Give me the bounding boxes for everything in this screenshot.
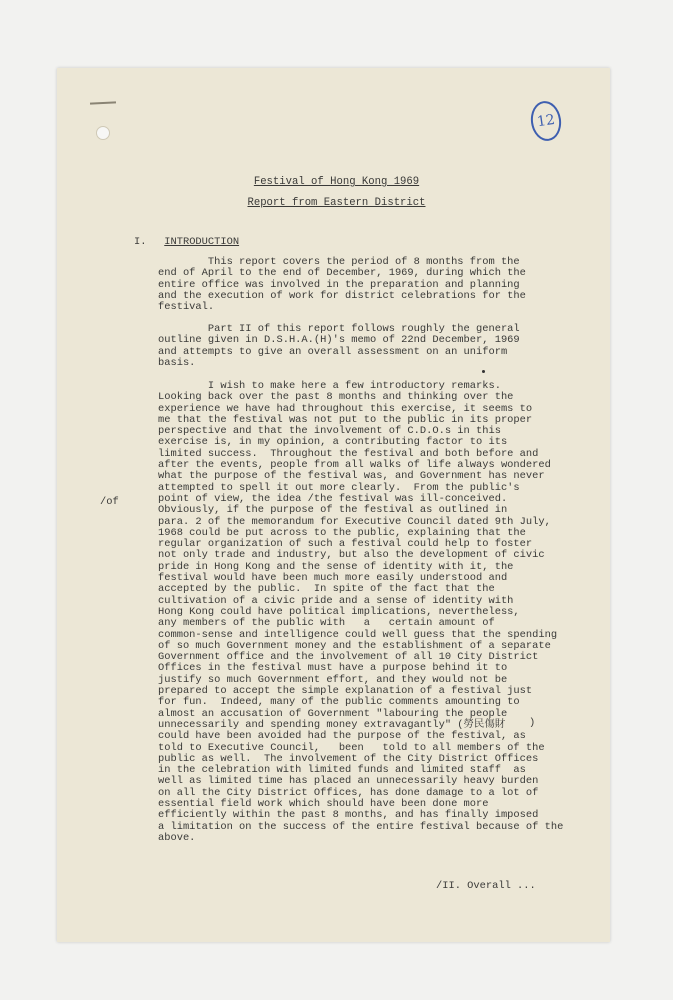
section-title: INTRODUCTION — [164, 236, 240, 248]
text-line: Part II of this report follows roughly the general — [158, 323, 520, 335]
document-subtitle: Report from Eastern District — [247, 197, 426, 209]
text-line: point of view, the idea /the festival was ill-conceived. — [158, 492, 508, 505]
text-line: 1968 could be put across to the public, explaining that the — [158, 526, 526, 539]
text-line: I wish to make here a few introductory remarks. — [158, 380, 501, 392]
margin-note: /of — [100, 496, 119, 508]
text-line: justify so much Government effort, and they would not be — [158, 673, 508, 686]
text-line: prepared to accept the simple explanation of a festival just — [158, 685, 533, 698]
text-line: end of April to the end of December, 1969, during which the — [158, 267, 526, 280]
text-line: well as limited time has placed an unnecessarily heavy burden — [158, 775, 539, 788]
text-line: entire office was involved in the preparation and planning — [158, 278, 520, 291]
text-line: para. 2 of the memorandum for Executive Council dated 9th July, — [158, 515, 551, 528]
text-line: of so much Government money and the establishment of a separate — [158, 639, 551, 652]
text-line: and the execution of work for district celebrations for the — [158, 289, 526, 302]
text-line: limited success. Throughout the festival and both before and — [158, 447, 539, 460]
text-line: Looking back over the past 8 months and thinking over the — [158, 391, 514, 404]
text-line: attempted to spell it out more clearly. From the public's — [158, 481, 520, 494]
punch-hole — [96, 126, 110, 140]
paragraph-3 — [158, 380, 564, 844]
text-line: a limitation on the success of the entire festival because of the — [158, 820, 564, 833]
text-line: regular organization of such a festival could help to foster — [158, 538, 533, 551]
text-line: for fun. Indeed, many of the public comments amounting to — [158, 696, 520, 709]
text-line: festival. — [158, 301, 215, 314]
text-line: Hong Kong could have political implications, nevertheless, — [158, 605, 520, 618]
text-line: basis. — [158, 356, 196, 369]
text-line: unnecessarily and spending money extravagantly" (勞民傷財 — [158, 718, 506, 731]
text-line: what the purpose of the festival was, and Government has never — [158, 470, 545, 483]
text-line: cultivation of a civic pride and a sense of identity with — [158, 594, 514, 607]
text-line: told to Executive Council, been told to all members of the — [158, 741, 545, 754]
text-line: Obviously, if the purpose of the festival as outlined in — [158, 504, 508, 517]
text-line: efficiently within the past 8 months, and has finally imposed — [158, 809, 539, 822]
text-line: festival would have been much more easily understood and — [158, 572, 508, 585]
text-line: Offices in the festival must have a purpose behind it to — [158, 662, 508, 675]
text-line: me that the festival was not put to the public in its proper — [158, 413, 533, 426]
text-line: any members of the public with a certain amount of — [158, 617, 495, 630]
paragraph-2 — [158, 324, 558, 369]
folio-number: 12 — [528, 99, 563, 143]
text-line: almost an accusation of Government "labouring the people — [158, 707, 508, 720]
document-title: Festival of Hong Kong 1969 — [253, 176, 420, 188]
text-line: in the celebration with limited funds and limited staff as — [158, 764, 526, 777]
text-line: not only trade and industry, but also the development of civic — [158, 549, 545, 562]
continuation-note: /II. Overall ... — [436, 880, 536, 892]
text-line: could have been avoided had the purpose of the festival, as — [158, 730, 526, 743]
text-line: above. — [158, 831, 196, 844]
text-line: common-sense and intelligence could well guess that the spending — [158, 628, 558, 641]
text-line: and attempts to give an overall assessment on an uniform — [158, 345, 508, 358]
text-line: pride in Hong Kong and the sense of identity with it, the — [158, 560, 514, 573]
pencil-mark — [482, 370, 485, 373]
text-line: essential field work which should have been done more — [158, 797, 489, 810]
text-line: perspective and that the involvement of C.D.O.s in this — [158, 425, 501, 438]
text-line: accepted by the public. In spite of the fact that the — [158, 583, 495, 596]
text-line: outline given in D.S.H.A.(H)'s memo of 22nd December, 1969 — [158, 334, 520, 347]
text-line: public as well. The involvement of the City District Offices — [158, 752, 539, 765]
text-line: on all the City District Offices, has done damage to a lot of — [158, 786, 539, 799]
text-line: exercise is, in my opinion, a contributing factor to its — [158, 436, 508, 449]
paragraph-1 — [158, 257, 558, 313]
section-number: I. — [134, 236, 147, 248]
closing-bracket: ) — [529, 717, 536, 729]
text-line: after the events, people from all walks of life always wondered — [158, 459, 551, 472]
text-line: Government office and the involvement of all 10 City District — [158, 651, 539, 664]
section-heading — [134, 236, 239, 248]
text-line: This report covers the period of 8 months from the — [158, 256, 520, 268]
text-line: experience we have had throughout this exercise, it seems to — [158, 402, 533, 415]
